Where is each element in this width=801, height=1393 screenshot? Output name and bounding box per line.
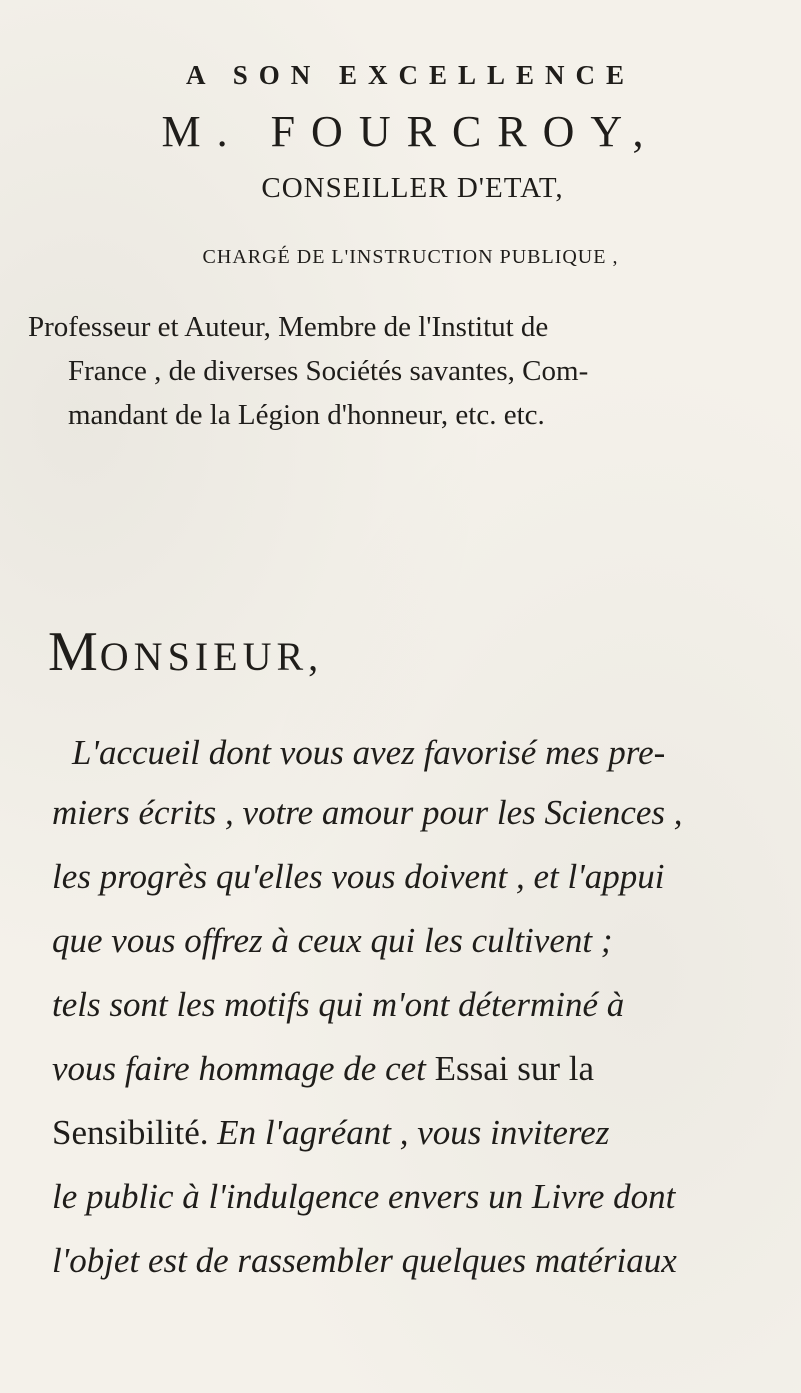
qualification-line-1: Professeur et Auteur, Membre de l'Institut de [28, 311, 549, 343]
salutation-rest: ONSIEUR, [99, 634, 324, 679]
dedication-heading: A SON EXCELLENCE [185, 60, 636, 90]
body-line-2: miers écrits , votre amour pour les Sciences , [52, 793, 683, 832]
body-line-3: les progrès qu'elles vous doivent , et l'appui [52, 857, 665, 896]
body-line-7-italic: En l'agréant , vous inviterez [217, 1113, 610, 1152]
body-line-7 [52, 1108, 792, 1158]
body-line-8: le public à l'indulgence envers un Livre dont [52, 1177, 676, 1216]
body-line-9: l'objet est de rassembler quelques matériaux [52, 1241, 677, 1280]
dedicatee-title: CONSEILLER D'ETAT, [261, 172, 564, 204]
body-line-6 [52, 1044, 792, 1094]
body-line-6-roman: Essai sur la [425, 1049, 595, 1088]
salutation [48, 620, 801, 684]
dedicatee-name: M. FOURCROY, [161, 107, 660, 156]
salutation-initial: M [48, 621, 100, 683]
qualification-line-2: France , de diverses Sociétés savantes, Com- [68, 355, 589, 387]
body-line-4: que vous offrez à ceux qui les cultivent ; [52, 921, 613, 960]
body-line-1: L'accueil dont vous avez favorisé mes pre- [72, 733, 666, 772]
qualification-line-3: mandant de la Légion d'honneur, etc. etc. [68, 399, 545, 431]
body-line-5: tels sont les motifs qui m'ont déterminé à [52, 985, 625, 1024]
body-line-7-roman: Sensibilité. [52, 1113, 218, 1152]
body-line-6-italic: vous faire hommage de cet [52, 1049, 426, 1088]
dedicatee-office: CHARGÉ DE L'INSTRUCTION PUBLIQUE , [202, 246, 619, 268]
